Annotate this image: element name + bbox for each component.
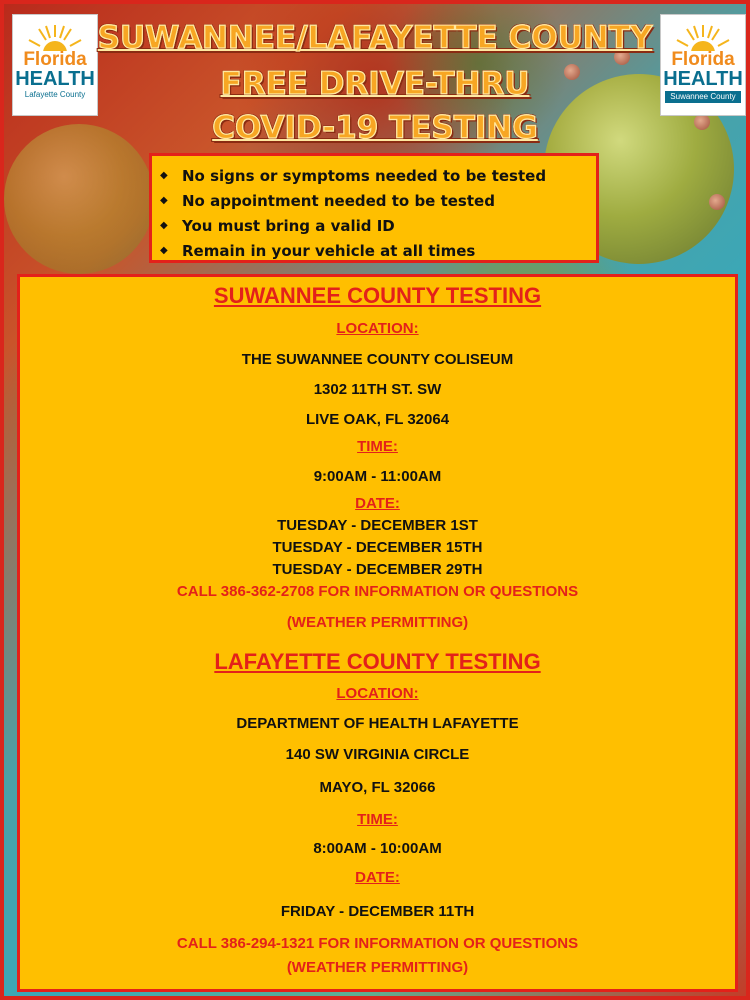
lafayette-time: 8:00AM - 10:00AM — [313, 840, 442, 857]
testing-info-panel — [17, 274, 738, 992]
virus-illustration-faded — [4, 124, 154, 274]
requirement-text: No signs or symptoms needed to be tested — [182, 166, 547, 185]
lafayette-date-label: DATE: — [355, 869, 400, 886]
suwannee-location-street: 1302 11TH ST. SW — [313, 381, 442, 398]
requirement-item — [160, 213, 596, 238]
diamond-bullet-icon: ◆ — [160, 170, 168, 181]
requirements-box — [149, 153, 599, 263]
requirement-text: You must bring a valid ID — [182, 216, 395, 235]
suwannee-date-1: TUESDAY - DECEMBER 1ST — [277, 517, 478, 534]
lafayette-location-street: 140 SW VIRGINIA CIRCLE — [285, 746, 470, 763]
suwannee-time-label: TIME: — [357, 438, 398, 455]
suwannee-location-label: LOCATION: — [336, 320, 419, 337]
suwannee-date-3: TUESDAY - DECEMBER 29TH — [272, 561, 483, 578]
diamond-bullet-icon: ◆ — [160, 220, 168, 231]
suwannee-heading: SUWANNEE COUNTY TESTING — [213, 283, 542, 308]
diamond-bullet-icon: ◆ — [160, 195, 168, 206]
lafayette-location-city: MAYO, FL 32066 — [319, 779, 436, 796]
title-line-2: FREE DRIVE-THRU — [220, 66, 530, 102]
title-line-1: SUWANNEE/LAFAYETTE COUNTY — [97, 20, 653, 56]
lafayette-heading: LAFAYETTE COUNTY TESTING — [214, 649, 541, 674]
logo-county: Suwannee County — [665, 91, 741, 103]
lafayette-date-1: FRIDAY - DECEMBER 11TH — [280, 903, 475, 920]
lafayette-location-label: LOCATION: — [336, 685, 419, 702]
requirement-text: Remain in your vehicle at all times — [182, 241, 476, 260]
lafayette-time-label: TIME: — [357, 811, 398, 828]
suwannee-location-name: THE SUWANNEE COUNTY COLISEUM — [241, 351, 514, 368]
logo-brand-bottom: HEALTH — [663, 68, 743, 90]
requirement-item — [160, 163, 596, 188]
diamond-bullet-icon: ◆ — [160, 245, 168, 256]
requirement-item — [160, 188, 596, 213]
suwannee-date-label: DATE: — [355, 495, 400, 512]
suwannee-date-2: TUESDAY - DECEMBER 15TH — [272, 539, 483, 556]
lafayette-call-info: CALL 386-294-1321 FOR INFORMATION OR QUESTIONS — [176, 935, 579, 952]
requirement-text: No appointment needed to be tested — [182, 191, 495, 210]
flyer-background — [4, 4, 746, 996]
lafayette-weather-note: (WEATHER PERMITTING) — [286, 959, 469, 976]
logo-brand-top: Florida — [23, 49, 87, 70]
suwannee-call-info: CALL 386-362-2708 FOR INFORMATION OR QUESTIONS — [176, 583, 579, 600]
virus-spike — [709, 194, 725, 210]
logo-brand-bottom: HEALTH — [15, 68, 95, 90]
requirement-item — [160, 238, 596, 263]
suwannee-time: 9:00AM - 11:00AM — [313, 468, 442, 485]
title-line-3: COVID-19 TESTING — [212, 110, 538, 146]
lafayette-location-name: DEPARTMENT OF HEALTH LAFAYETTE — [236, 715, 519, 732]
suwannee-weather-note: (WEATHER PERMITTING) — [286, 614, 469, 631]
suwannee-location-city: LIVE OAK, FL 32064 — [305, 411, 450, 428]
logo-county: Lafayette County — [24, 90, 86, 99]
logo-brand-top: Florida — [671, 49, 735, 70]
